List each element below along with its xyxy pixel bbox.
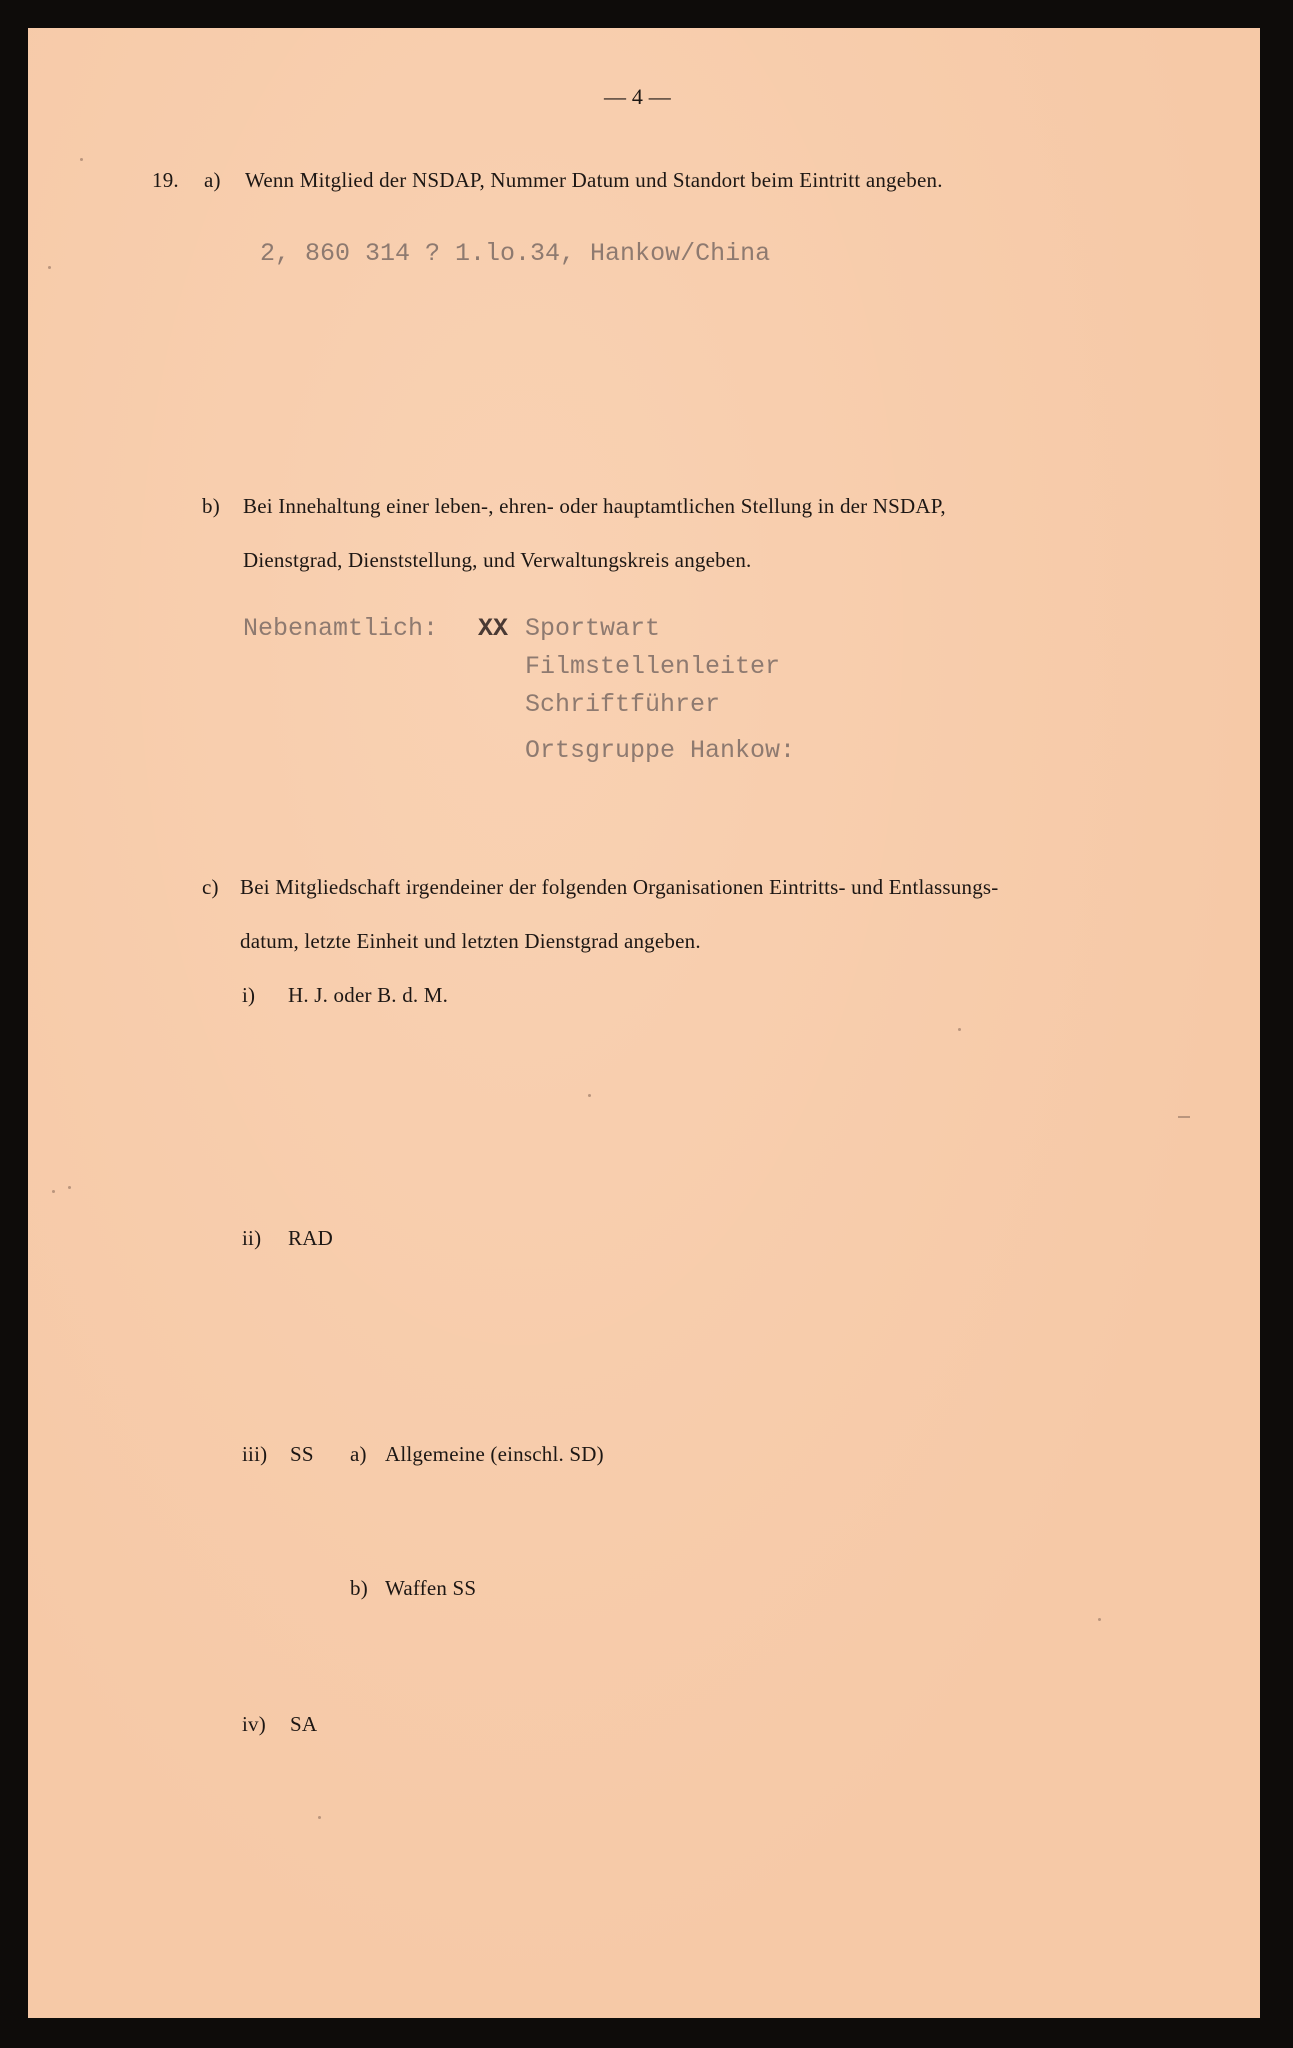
page-number: — 4 —	[604, 84, 671, 109]
document-page	[28, 28, 1260, 2018]
q19c-line1: Bei Mitgliedschaft irgendeiner der folgenden Organisationen Eintritts- und Entlassungs-	[240, 875, 999, 899]
org-item-marker: iii)	[242, 1442, 268, 1466]
org-item-label: RAD	[288, 1226, 333, 1250]
q19b-answer-line-2: Filmstellenleiter	[525, 652, 781, 681]
org-item-marker: i)	[242, 983, 256, 1007]
org-item-label: H. J. oder B. d. M.	[288, 983, 449, 1007]
paper-speck	[52, 1190, 55, 1193]
q19b-answer-strike: XX	[478, 614, 509, 643]
q19b-answer-line-3: Schriftführer	[525, 690, 721, 719]
org-subitem-marker: a)	[350, 1442, 367, 1466]
org-item-marker: iv)	[242, 1712, 266, 1736]
q19a-answer: 2, 860 314 ? 1.lo.34, Hankow/China	[260, 239, 771, 268]
org-subitem-label: Allgemeine (einschl. SD)	[385, 1442, 604, 1466]
q19b-answer-label: Nebenamtlich:	[243, 614, 439, 643]
paper-speck	[80, 158, 83, 161]
q19b-line1: Bei Innehaltung einer leben-, ehren- oder hauptamtlichen Stellung in der NSDAP,	[243, 494, 946, 518]
org-item-label: SA	[290, 1712, 318, 1736]
q19c-marker: c)	[202, 875, 219, 899]
q19a-marker: a)	[204, 168, 221, 192]
paper-speck	[48, 266, 51, 269]
q19b-marker: b)	[202, 494, 220, 518]
org-item-label: SS	[290, 1442, 314, 1466]
paper-speck	[1098, 1618, 1101, 1621]
q19c-line2: datum, letzte Einheit und letzten Dienstgrad angeben.	[240, 929, 701, 953]
org-item-marker: ii)	[242, 1226, 262, 1250]
question-number: 19.	[152, 168, 179, 192]
q19a-text: Wenn Mitglied der NSDAP, Nummer Datum und Standort beim Eintritt angeben.	[245, 168, 943, 192]
paper-speck	[1178, 1116, 1190, 1118]
paper-speck	[68, 1186, 71, 1189]
q19b-line2: Dienstgrad, Dienststellung, und Verwaltungskreis angeben.	[243, 548, 752, 572]
q19b-answer-group: Ortsgruppe Hankow:	[525, 736, 796, 765]
org-subitem-marker: b)	[350, 1576, 368, 1600]
q19b-answer-line-1: Sportwart	[525, 614, 661, 643]
paper-speck	[318, 1816, 321, 1819]
paper-speck	[588, 1094, 591, 1097]
org-subitem-label: Waffen SS	[385, 1576, 477, 1600]
paper-speck	[958, 1028, 961, 1031]
